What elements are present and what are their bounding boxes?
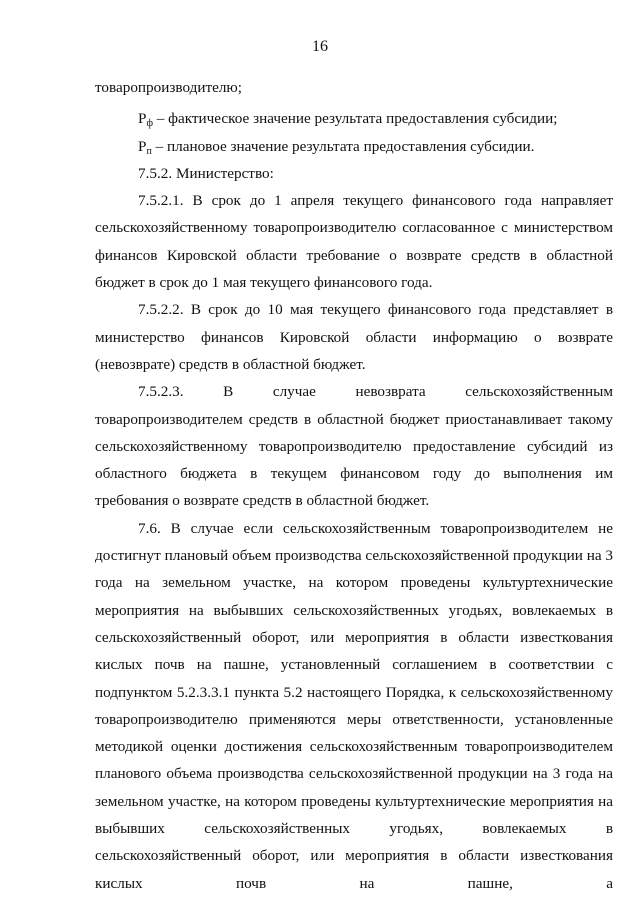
page-number: 16: [312, 38, 328, 55]
pp-description: – плановое значение результата предоставления субсидии.: [151, 137, 535, 155]
pp-symbol: P: [138, 137, 147, 155]
paragraph-7-5-2-2: 7.5.2.2. В срок до 10 мая текущего финансового года представляет в министерство финансов Кировской области информацию о возврате (невозврате) средств в областной бюджет.: [95, 301, 613, 373]
pf-symbol: P: [138, 110, 147, 128]
document-body: [95, 74, 613, 897]
legend-actual-value: [95, 105, 613, 132]
legend-planned-value: [95, 133, 613, 160]
pf-description: – фактическое значение результата предоставления субсидии;: [152, 110, 558, 128]
paragraph-7-5-2-3: 7.5.2.3. В случае невозврата сельскохозяйственным товаропроизводителем средств в областной бюджет приостанавливает такому сельскохозяйственному товаропроизводителю предоставление субсидий из областного бюджета в текущем финансовом году до выполнения им требования о возврате средств в областной бюджет.: [95, 383, 613, 510]
paragraph-7-5-2: 7.5.2. Министерство:: [138, 164, 274, 182]
pf-subscript: ф: [146, 118, 153, 130]
pp-subscript: п: [146, 145, 152, 157]
paragraph-7-5-2-1: 7.5.2.1. В срок до 1 апреля текущего финансового года направляет сельскохозяйственному товаропроизводителю согласованное с министерством финансов Кировской области требование о возврате средств в областной бюджет в срок до 1 мая текущего финансового года.: [95, 192, 613, 292]
continuation-line: товаропроизводителю;: [95, 79, 242, 96]
paragraph-7-6: 7.6. В случае если сельскохозяйственным товаропроизводителем не достигнут плановый объем производства сельскохозяйственной продукции на 3 года на земельном участке, на котором проведены культуртехнические мероприятия на выбывших сельскохозяйственных угодьях, вовлекаемых в сельскохозяйственный оборот, или мероприятия в области известкования кислых почв на пашне, установленный соглашением в соответствии с подпунктом 5.2.3.3.1 пункта 5.2 настоящего Порядка, к сельскохозяйственному товаропроизводителю применяются меры ответственности, установленные методикой оценки достижения сельскохозяйственным товаропроизводителем планового объема производства сельскохозяйственной продукции на 3 года на земельном участке, на котором проведены культуртехнические мероприятия на выбывших сельскохозяйственных угодьях, вовлекаемых в сельскохозяйственный оборот, или мероприятия в области известкования кислых почв на пашне, а: [95, 519, 613, 892]
